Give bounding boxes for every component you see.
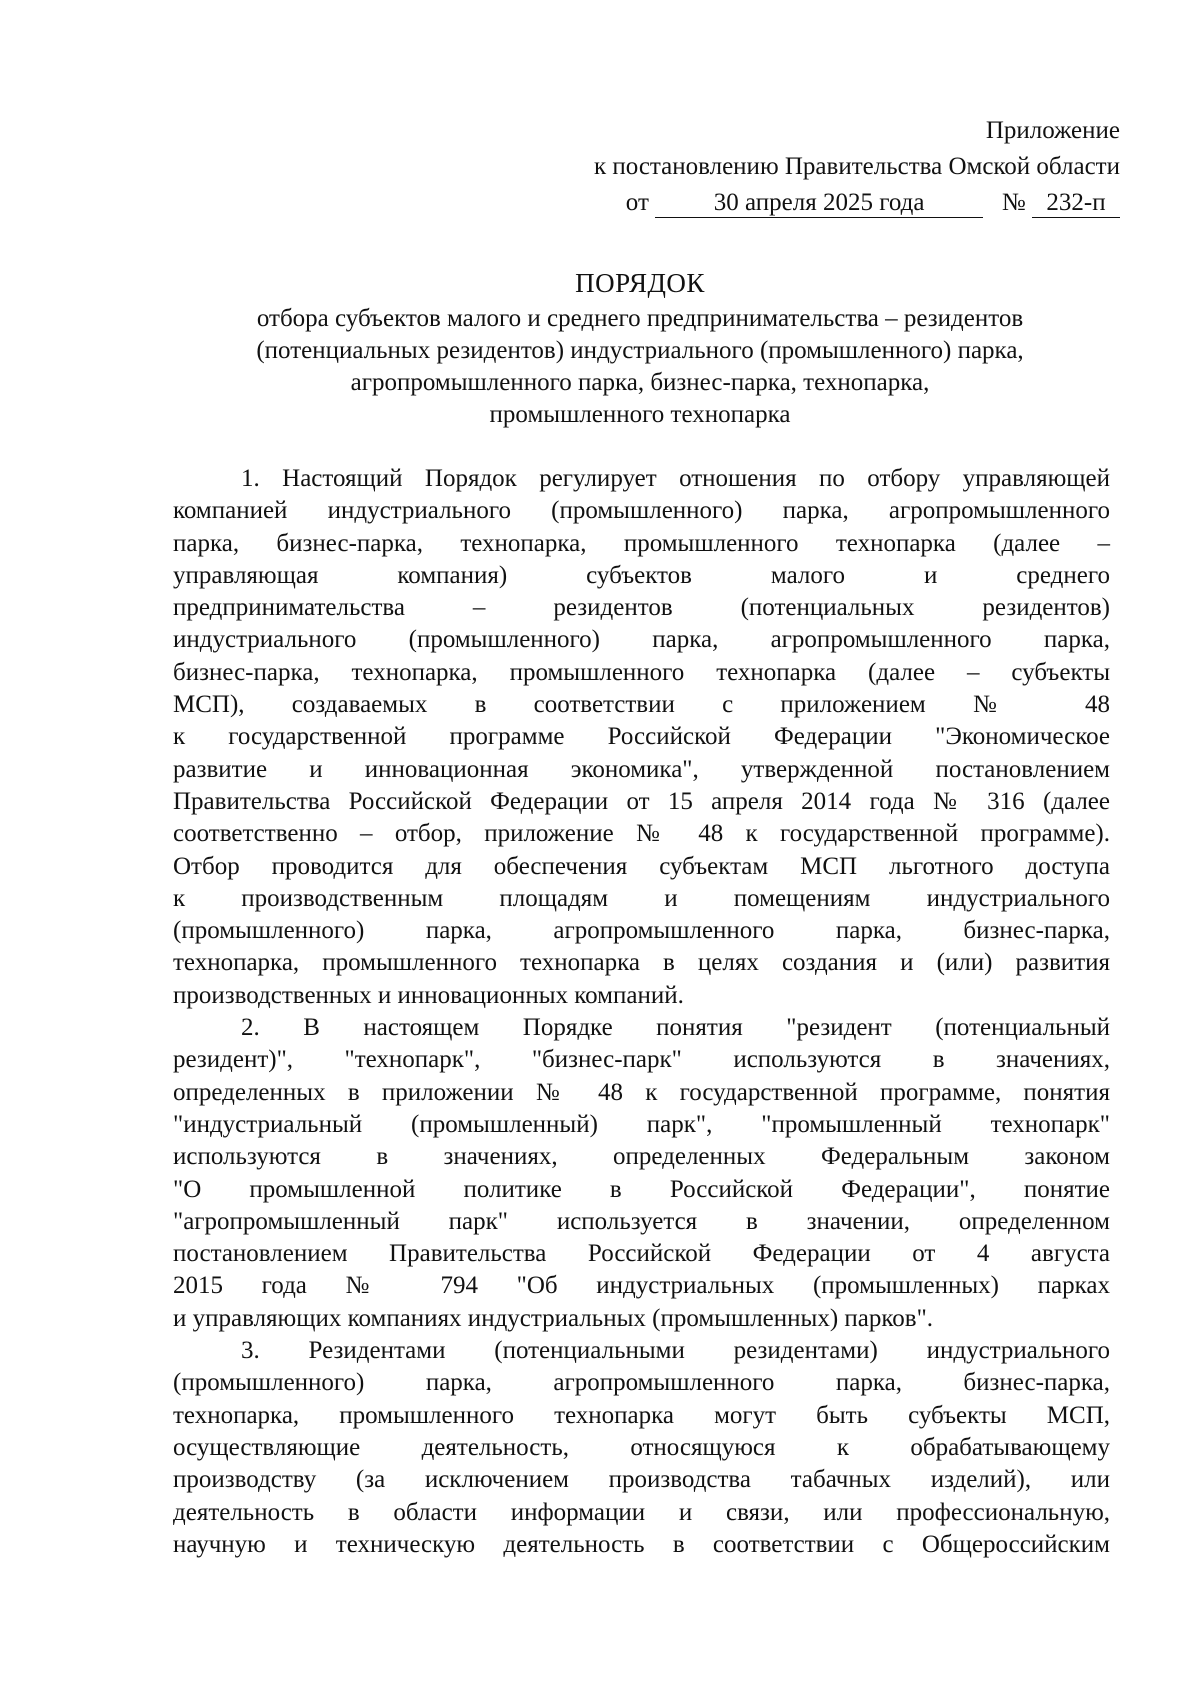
paragraph-1-line: (промышленного) парка, агропромышленного парка, бизнес-парка, (173, 917, 1110, 945)
resolution-date: 30 апреля 2025 года (655, 189, 983, 218)
appendix-label: Приложение (985, 117, 1120, 144)
paragraph-1-line: бизнес-парка, технопарка, промышленного технопарка (далее – субъекты (173, 658, 1110, 686)
paragraph-2-line: "О промышленной политике в Российской Федерации", понятие (173, 1175, 1110, 1203)
paragraph-3-line: технопарка, промышленного технопарка могут быть субъекты МСП, (173, 1401, 1110, 1429)
subtitle-line: промышленного технопарка (489, 401, 791, 428)
document-body (173, 463, 1110, 1561)
document-title-block (170, 265, 1110, 431)
appendix-reference: к постановлению Правительства Омской области (593, 153, 1120, 180)
paragraph-1-line: компанией индустриального (промышленного) парка, агропромышленного (173, 497, 1110, 525)
paragraph-3-line: 3. Резидентами (потенциальными резидентами) индустриального (241, 1337, 1110, 1365)
paragraph-1-line: Отбор проводится для обеспечения субъектам МСП льготного доступа (173, 852, 1110, 880)
paragraph-1-line: к государственной программе Российской Федерации "Экономическое (173, 723, 1110, 751)
paragraph-1-line: управляющая компания) субъектов малого и среднего (173, 561, 1110, 589)
paragraph-2-line: 2015 года № 794 "Об индустриальных (промышленных) парках (173, 1272, 1110, 1300)
paragraph-1-line: парка, бизнес-парка, технопарка, промышленного технопарка (далее – (173, 529, 1110, 557)
paragraph-2-line: резидент)", "технопарк", "бизнес-парк" используются в значениях, (173, 1046, 1110, 1074)
resolution-number: 232-п (1032, 189, 1120, 218)
paragraph-2-line: определенных в приложении № 48 к государственной программе, понятия (173, 1078, 1110, 1106)
paragraph-1-line: 1. Настоящий Порядок регулирует отношения по отбору управляющей (241, 465, 1110, 492)
paragraph-2-line: 2. В настоящем Порядке понятия "резидент (потенциальный (241, 1014, 1110, 1042)
paragraph-2-line: и управляющих компаниях индустриальных (промышленных) парков". (173, 1304, 934, 1332)
paragraph-1-line: соответственно – отбор, приложение № 48 к государственной программе). (173, 820, 1110, 848)
paragraph-1-line: МСП), создаваемых в соответствии с приложением № 48 (173, 691, 1110, 719)
paragraph-2-line: "агропромышленный парк" используется в значении, определенном (173, 1207, 1110, 1235)
resolution-date-line (470, 185, 1120, 221)
appendix-header (470, 113, 1120, 221)
paragraph-1-line: Правительства Российской Федерации от 15 апреля 2014 года № 316 (далее (173, 787, 1110, 815)
paragraph-2-line: используются в значениях, определенных Федеральным законом (173, 1143, 1110, 1171)
paragraph-2-line: "индустриальный (промышленный) парк", "промышленный технопарк" (173, 1110, 1110, 1138)
paragraph-3-line: осуществляющие деятельность, относящуюся к обрабатывающему (173, 1433, 1110, 1461)
subtitle-line: отбора субъектов малого и среднего предпринимательства – резидентов (256, 305, 1024, 332)
number-sign: № (1001, 189, 1026, 216)
from-prefix: от (625, 189, 649, 216)
paragraph-3-line: производству (за исключением производства табачных изделий), или (173, 1466, 1110, 1494)
subtitle-line: (потенциальных резидентов) индустриального (промышленного) парка, (256, 337, 1024, 364)
document-heading: ПОРЯДОК (575, 268, 705, 298)
paragraph-3-line: (промышленного) парка, агропромышленного парка, бизнес-парка, (173, 1369, 1110, 1397)
paragraph-1-line: производственных и инновационных компаний. (173, 981, 684, 1009)
paragraph-2-line: постановлением Правительства Российской Федерации от 4 августа (173, 1240, 1110, 1268)
paragraph-3-line: научную и техническую деятельность в соответствии с Общероссийским (173, 1530, 1110, 1558)
subtitle-line: агропромышленного парка, бизнес-парка, технопарка, (350, 369, 930, 396)
paragraph-1-line: индустриального (промышленного) парка, агропромышленного парка, (173, 626, 1110, 654)
paragraph-3-line: деятельность в области информации и связи, или профессиональную, (173, 1498, 1110, 1526)
paragraph-1-line: развитие и инновационная экономика", утвержденной постановлением (173, 755, 1110, 783)
paragraph-1-line: к производственным площадям и помещениям индустриального (173, 884, 1110, 912)
paragraph-1-line: предпринимательства – резидентов (потенциальных резидентов) (173, 594, 1110, 622)
paragraph-1-line: технопарка, промышленного технопарка в целях создания и (или) развития (173, 949, 1110, 977)
